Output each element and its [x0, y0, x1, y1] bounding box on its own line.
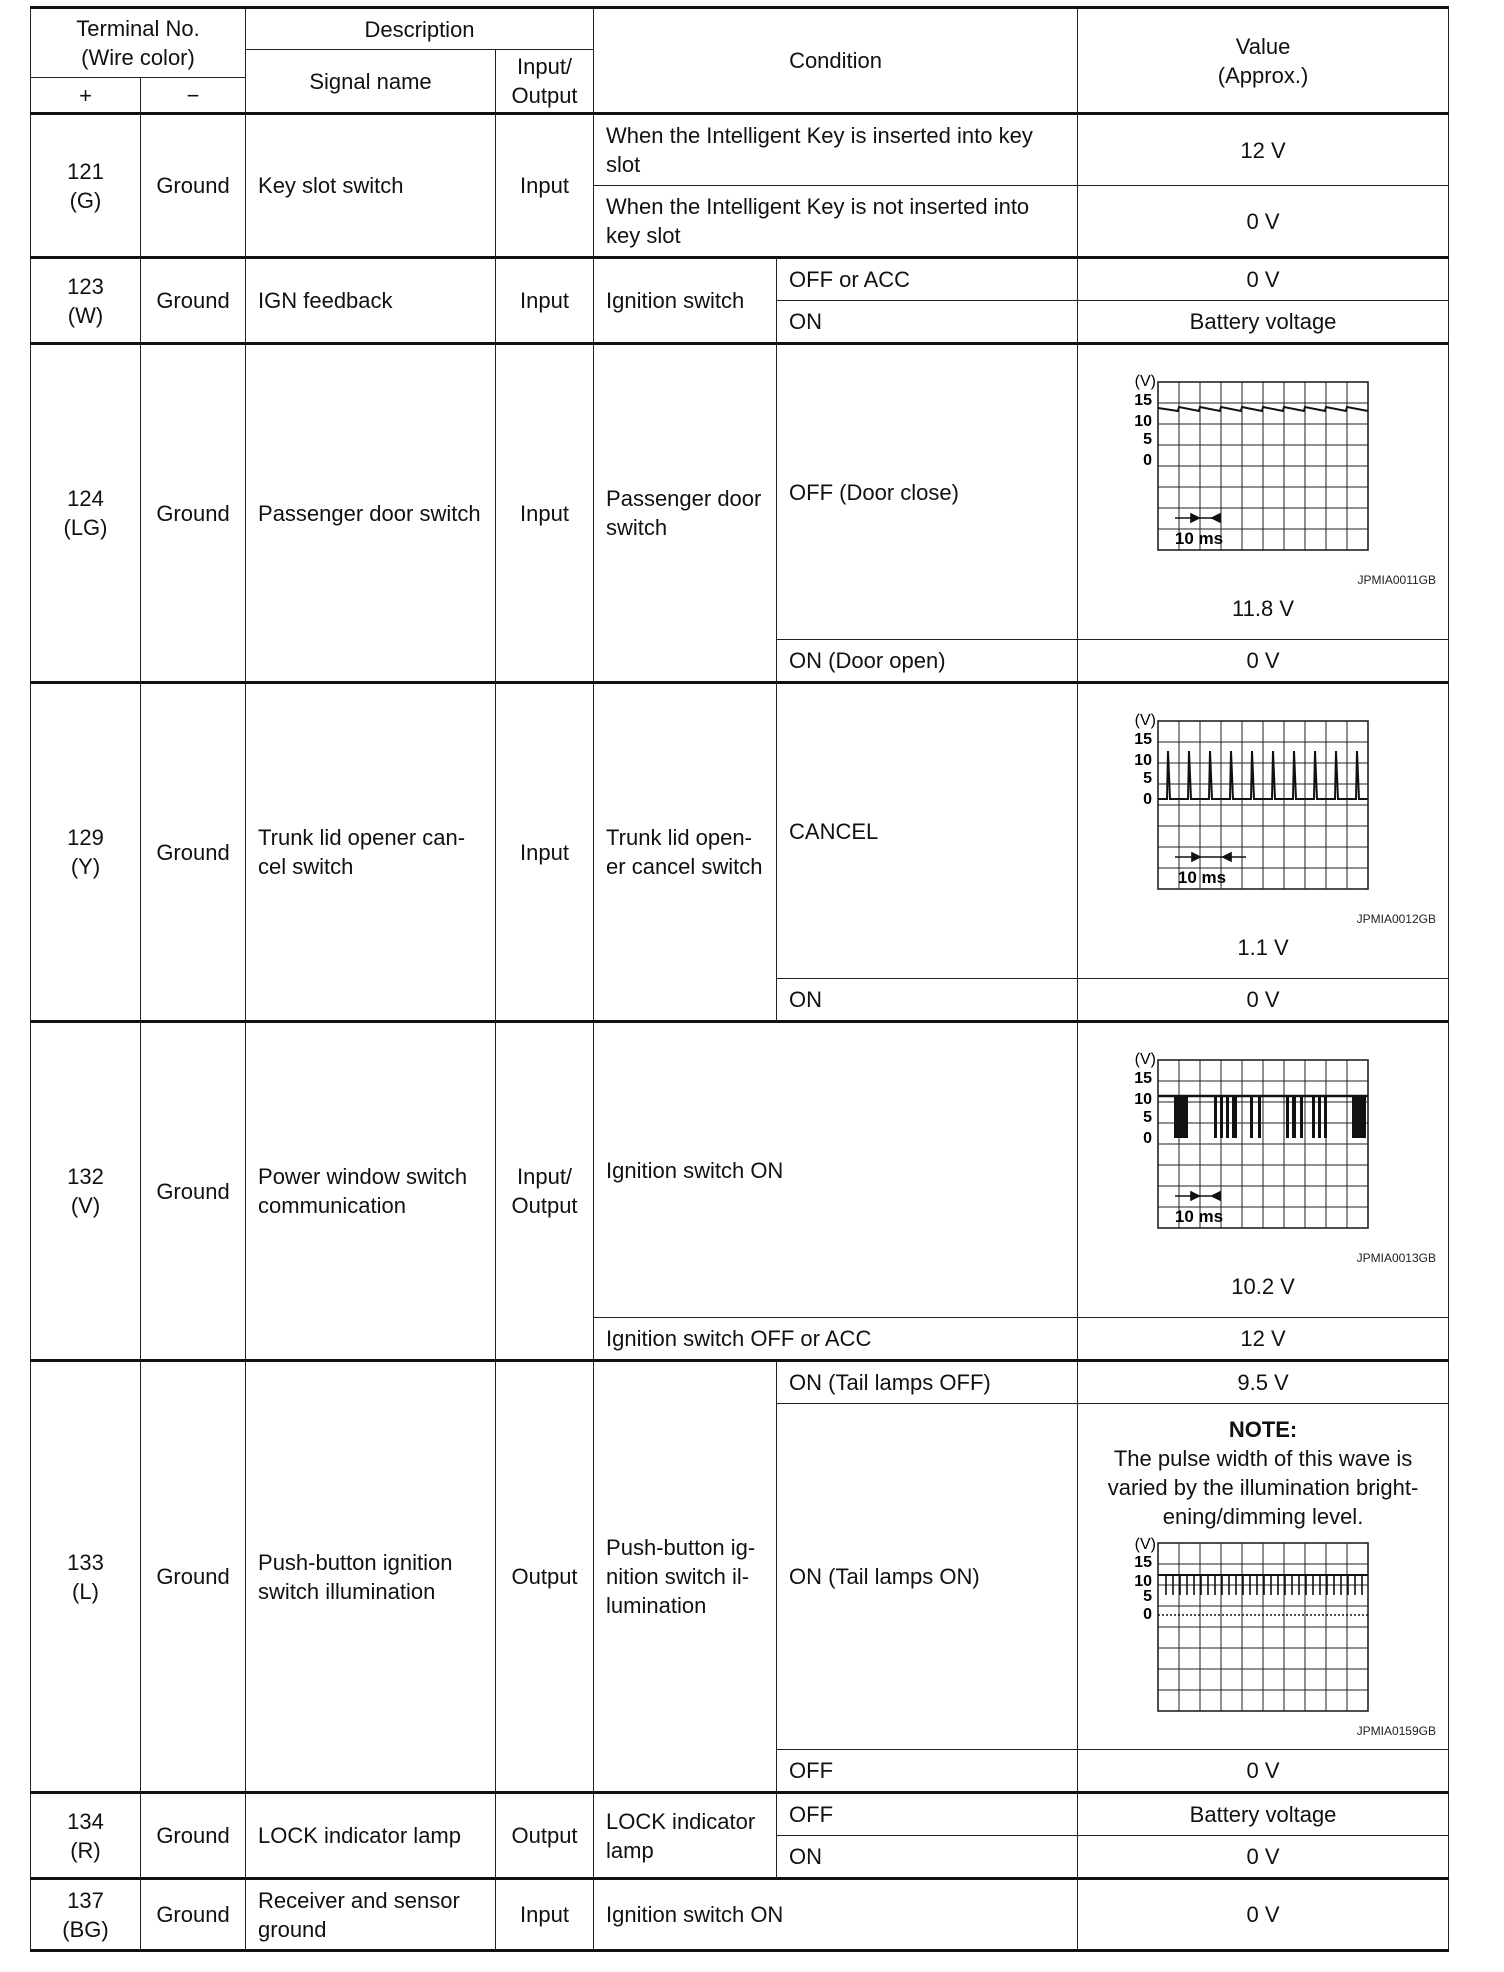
condition: When the Intelligent Key is not inserted into key slot [594, 186, 1078, 258]
terminal-number: 123 [67, 273, 104, 299]
value-waveform-cell [1078, 1022, 1449, 1318]
axis-tick: 0 [1143, 1129, 1153, 1147]
signal-name: LOCK indicator lamp [246, 1793, 496, 1879]
terminal-number: 129 [67, 825, 104, 850]
minus-terminal: Ground [141, 344, 246, 683]
condition: LOCK indicator lamp [594, 1793, 777, 1879]
header-wire-color-label: (Wire color) [81, 45, 195, 70]
value: Battery voltage [1078, 1793, 1449, 1836]
value: 9.5 V [1078, 1361, 1449, 1404]
io-type: Input [496, 344, 594, 683]
io-type: Input [496, 1879, 594, 1951]
terminal-number: 133 [67, 1549, 104, 1575]
minus-terminal: Ground [141, 258, 246, 344]
minus-terminal: Ground [141, 1361, 246, 1793]
terminal-123 [31, 258, 141, 344]
figure-id: JPMIA0012GB [1356, 911, 1437, 926]
header-value-approx: (Approx.) [1217, 62, 1309, 88]
sub-condition: ON [777, 1836, 1078, 1879]
sub-condition: OFF [777, 1750, 1078, 1793]
header-condition: Condition [594, 8, 1078, 114]
sub-condition: ON (Tail lamps OFF) [777, 1361, 1078, 1404]
value-waveform-cell [1078, 1404, 1449, 1750]
terminal-number: 134 [67, 1808, 104, 1834]
terminal-number: 124 [67, 486, 104, 511]
sub-condition: ON [777, 979, 1078, 1022]
note-body: The pulse width of this wave is varied by the illumination bright-ening/dimming level. [1107, 1445, 1419, 1529]
axis-unit: (V) [1134, 1050, 1157, 1068]
axis-tick: 5 [1143, 430, 1153, 448]
wire-color: (L) [72, 1578, 99, 1604]
condition: Push-button ig-nition switch il-lumination [594, 1361, 777, 1793]
axis-tick: 0 [1143, 451, 1153, 469]
value: 0 V [1078, 1836, 1449, 1879]
sub-condition: CANCEL [777, 683, 1078, 979]
io-type: Input [496, 114, 594, 258]
value: 11.8 V [1232, 595, 1295, 621]
signal-name: Power window switch communication [246, 1022, 496, 1361]
wire-color: (LG) [63, 515, 108, 540]
header-io-line1: Input/ [517, 54, 573, 79]
time-scale-label: 10 ms [1174, 528, 1224, 548]
condition: Ignition switch [594, 258, 777, 344]
axis-tick: 15 [1134, 730, 1153, 748]
signal-name: Passenger door switch [246, 344, 496, 683]
minus-terminal: Ground [141, 1793, 246, 1879]
header-value-label: Value [1235, 33, 1291, 59]
signal-name: Push-button ignition switch illumination [246, 1361, 496, 1793]
terminal-134 [31, 1793, 141, 1879]
axis-tick: 5 [1143, 1587, 1153, 1605]
time-scale-label: 10 ms [1174, 1206, 1224, 1226]
io-type: Output [496, 1361, 594, 1793]
value: 0 V [1078, 1879, 1449, 1951]
header-description: Description [246, 8, 594, 50]
value: 0 V [1078, 186, 1449, 258]
terminal-124 [31, 344, 141, 683]
value: 1.1 V [1237, 934, 1289, 960]
header-terminal-label: Terminal No. [76, 16, 200, 41]
condition: Ignition switch OFF or ACC [594, 1318, 1078, 1361]
io-type: Input [496, 258, 594, 344]
note-title: NOTE: [1228, 1416, 1298, 1442]
value: 12 V [1078, 114, 1449, 186]
wire-color: (BG) [62, 1916, 109, 1942]
condition: Ignition switch ON [594, 1022, 1078, 1318]
sub-condition: OFF or ACC [777, 258, 1078, 301]
axis-tick: 10 [1134, 1090, 1153, 1108]
header-minus: − [141, 78, 246, 114]
figure-id: JPMIA0013GB [1356, 1250, 1437, 1265]
axis-tick: 10 [1134, 751, 1153, 769]
wire-color: (Y) [70, 854, 101, 879]
axis-tick: 5 [1143, 1108, 1153, 1126]
value-waveform-cell [1078, 683, 1449, 979]
axis-unit: (V) [1134, 1535, 1157, 1553]
terminal-132 [31, 1022, 141, 1361]
header-signal-name: Signal name [246, 50, 496, 114]
axis-tick: 0 [1143, 1605, 1153, 1623]
value: 0 V [1078, 258, 1449, 301]
figure-id: JPMIA0011GB [1357, 572, 1437, 587]
value: 12 V [1078, 1318, 1449, 1361]
sub-condition: ON (Door open) [777, 640, 1078, 683]
minus-terminal: Ground [141, 1022, 246, 1361]
axis-unit: (V) [1134, 711, 1157, 729]
io-line2: Output [511, 1193, 578, 1218]
terminal-number: 137 [67, 1887, 104, 1913]
header-value [1078, 8, 1449, 114]
waveform-trunk-cancel [1086, 703, 1441, 933]
terminal-129 [31, 683, 141, 1022]
terminal-137 [31, 1879, 141, 1951]
terminal-spec-table [30, 6, 1449, 1952]
wire-color: (V) [70, 1193, 101, 1218]
terminal-133 [31, 1361, 141, 1793]
value: 0 V [1078, 640, 1449, 683]
signal-name: Trunk lid opener can-cel switch [246, 683, 496, 1022]
sub-condition: OFF [777, 1793, 1078, 1836]
signal-name: IGN feedback [246, 258, 496, 344]
value: Battery voltage [1078, 301, 1449, 344]
minus-terminal: Ground [141, 1879, 246, 1951]
header-terminal [31, 8, 246, 78]
condition: Ignition switch ON [594, 1879, 1078, 1951]
figure-id: JPMIA0159GB [1356, 1723, 1437, 1738]
minus-terminal: Ground [141, 114, 246, 258]
value-waveform-cell [1078, 344, 1449, 640]
terminal-number: 121 [67, 158, 104, 184]
axis-tick: 15 [1134, 1553, 1153, 1571]
axis-tick: 0 [1143, 790, 1153, 808]
waveform-power-window [1086, 1042, 1441, 1272]
io-type: Output [496, 1793, 594, 1879]
header-io-line2: Output [511, 83, 578, 108]
condition: Trunk lid open-er cancel switch [594, 683, 777, 1022]
terminal-number: 132 [67, 1164, 104, 1189]
wire-color: (W) [67, 302, 104, 328]
axis-tick: 5 [1143, 769, 1153, 787]
waveform-door-switch [1086, 364, 1441, 594]
condition: Passenger door switch [594, 344, 777, 683]
value: 0 V [1078, 979, 1449, 1022]
time-scale-label: 10 ms [1177, 867, 1227, 887]
sub-condition: ON (Tail lamps ON) [777, 1404, 1078, 1750]
signal-name: Receiver and sensor ground [246, 1879, 496, 1951]
axis-unit: (V) [1134, 372, 1157, 390]
axis-tick: 15 [1134, 391, 1153, 409]
io-type [496, 1022, 594, 1361]
axis-tick: 10 [1134, 412, 1153, 430]
waveform-illumination [1086, 1531, 1441, 1741]
signal-name: Key slot switch [246, 114, 496, 258]
value: 0 V [1078, 1750, 1449, 1793]
io-type: Input [496, 683, 594, 1022]
minus-terminal: Ground [141, 683, 246, 1022]
terminal-121 [31, 114, 141, 258]
wire-color: (G) [69, 187, 102, 213]
wire-color: (R) [70, 1837, 101, 1863]
axis-tick: 15 [1134, 1069, 1153, 1087]
axis-tick: 10 [1134, 1572, 1153, 1590]
io-line1: Input/ [517, 1164, 573, 1189]
sub-condition: OFF (Door close) [777, 344, 1078, 640]
header-io [496, 50, 594, 114]
header-plus: + [31, 78, 141, 114]
value: 10.2 V [1231, 1273, 1295, 1299]
sub-condition: ON [777, 301, 1078, 344]
condition: When the Intelligent Key is inserted into key slot [594, 114, 1078, 186]
